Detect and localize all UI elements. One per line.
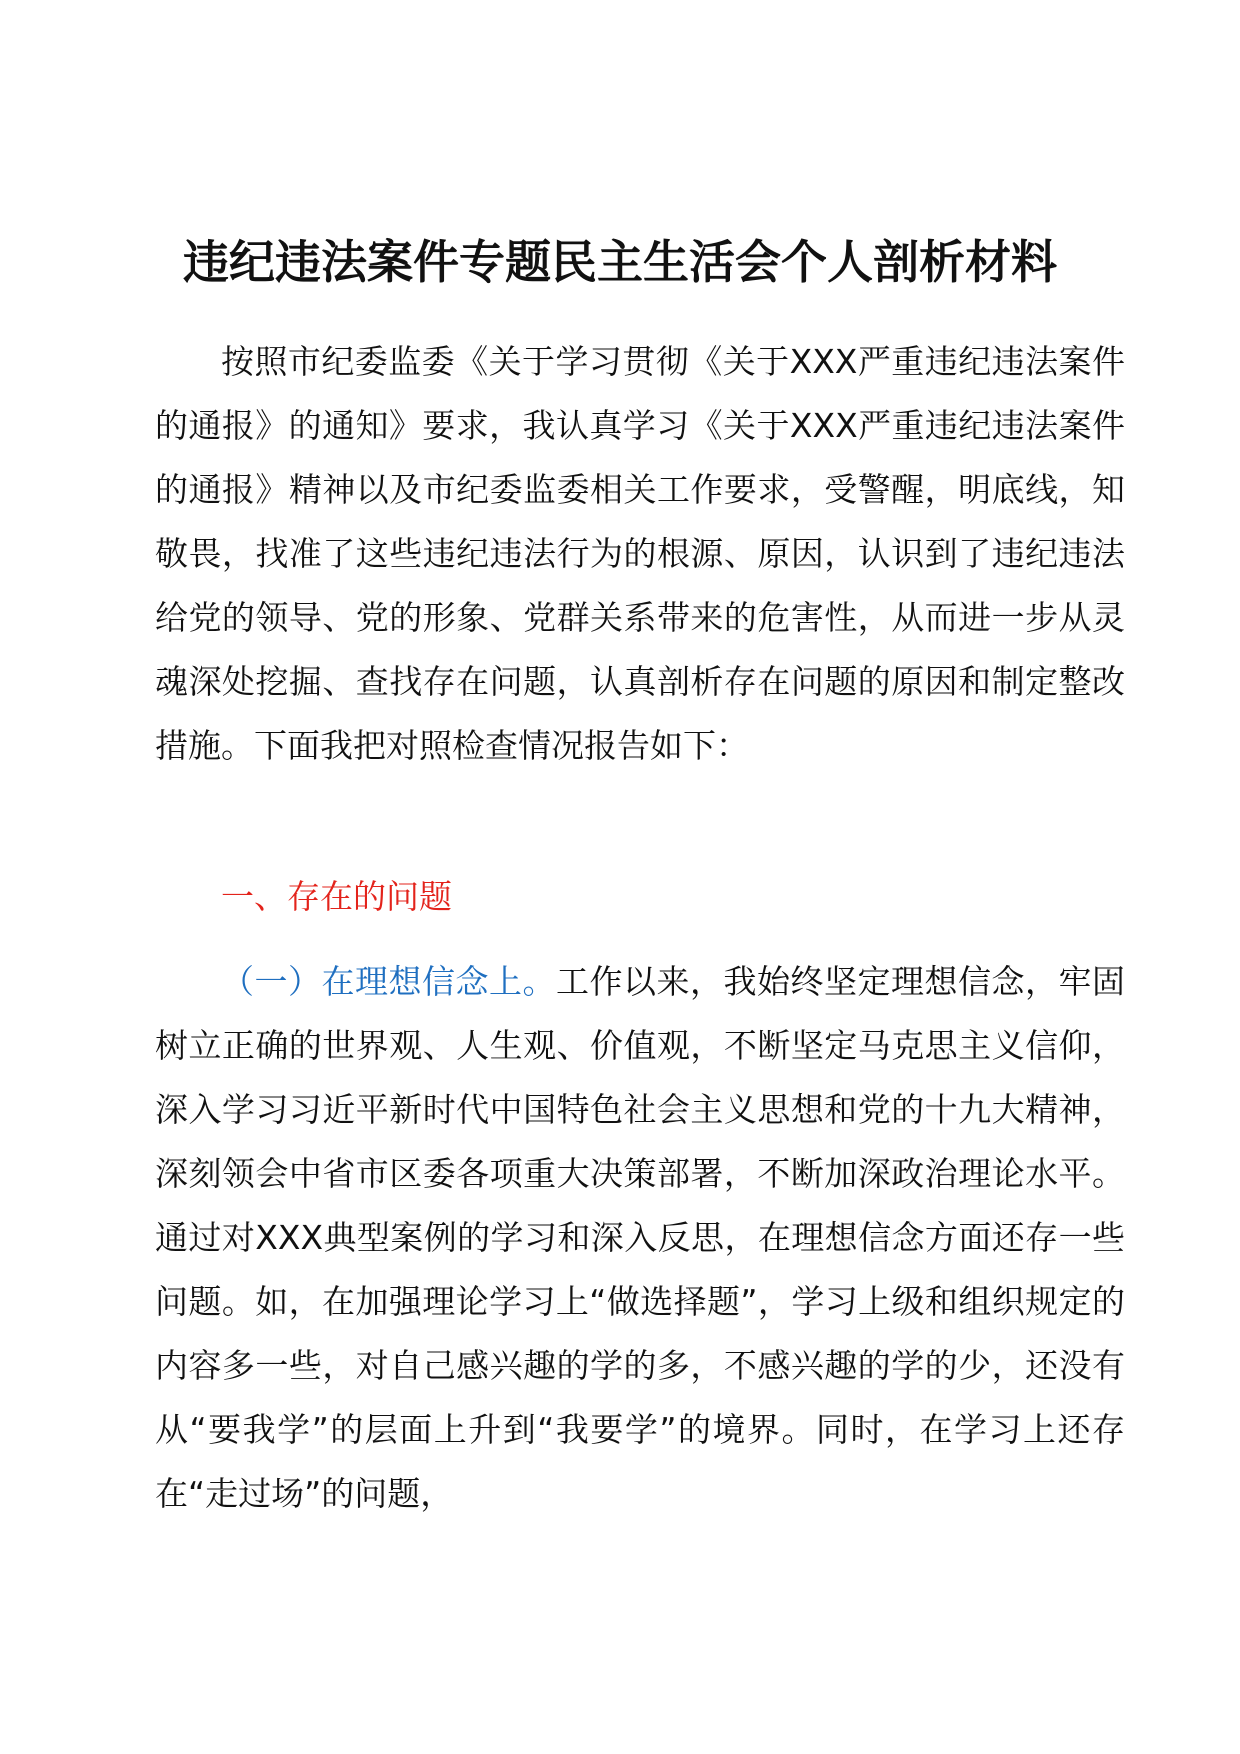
- subsection-heading-ideals: （一）在理想信念上。: [221, 962, 556, 1001]
- intro-paragraph: 按照市纪委监委《关于学习贯彻《关于XXX严重违纪违法案件的通报》的通知》要求，我认真学习《关于XXX严重违纪违法案件的通报》精神以及市纪委监委相关工作要求，受警醒，明底线，知敬畏，找准了这些违纪违法行为的根源、原因，认识到了违纪违法给党的领导、党的形象、党群关系带来的危害性，从而进一步从灵魂深处挖掘、查找存在问题，认真剖析存在问题的原因和制定整改措施。下面我把对照检查情况报告如下：: [155, 342, 1125, 765]
- subsection-text-ideals: 工作以来，我始终坚定理想信念，牢固树立正确的世界观、人生观、价值观，不断坚定马克思主义信仰，深入学习习近平新时代中国特色社会主义思想和党的十九大精神，深刻领会中省市区委各项重大决策部署，不断加深政治理论水平。通过对XXX典型案例的学习和深入反思，在理想信念方面还存一些问题。如，在加强理论学习上“做选择题”，学习上级和组织规定的内容多一些，对自己感兴趣的学的多，不感兴趣的学的少，还没有从“要我学”的层面上升到“我要学”的境界。同时，在学习上还存在“走过场”的问题，: [155, 962, 1125, 1513]
- section-heading-problems: 一、存在的问题: [221, 877, 452, 916]
- subsection-paragraph-ideals: [155, 950, 1125, 1526]
- document-title: 违纪违法案件专题民主生活会个人剖析材料: [183, 235, 1057, 289]
